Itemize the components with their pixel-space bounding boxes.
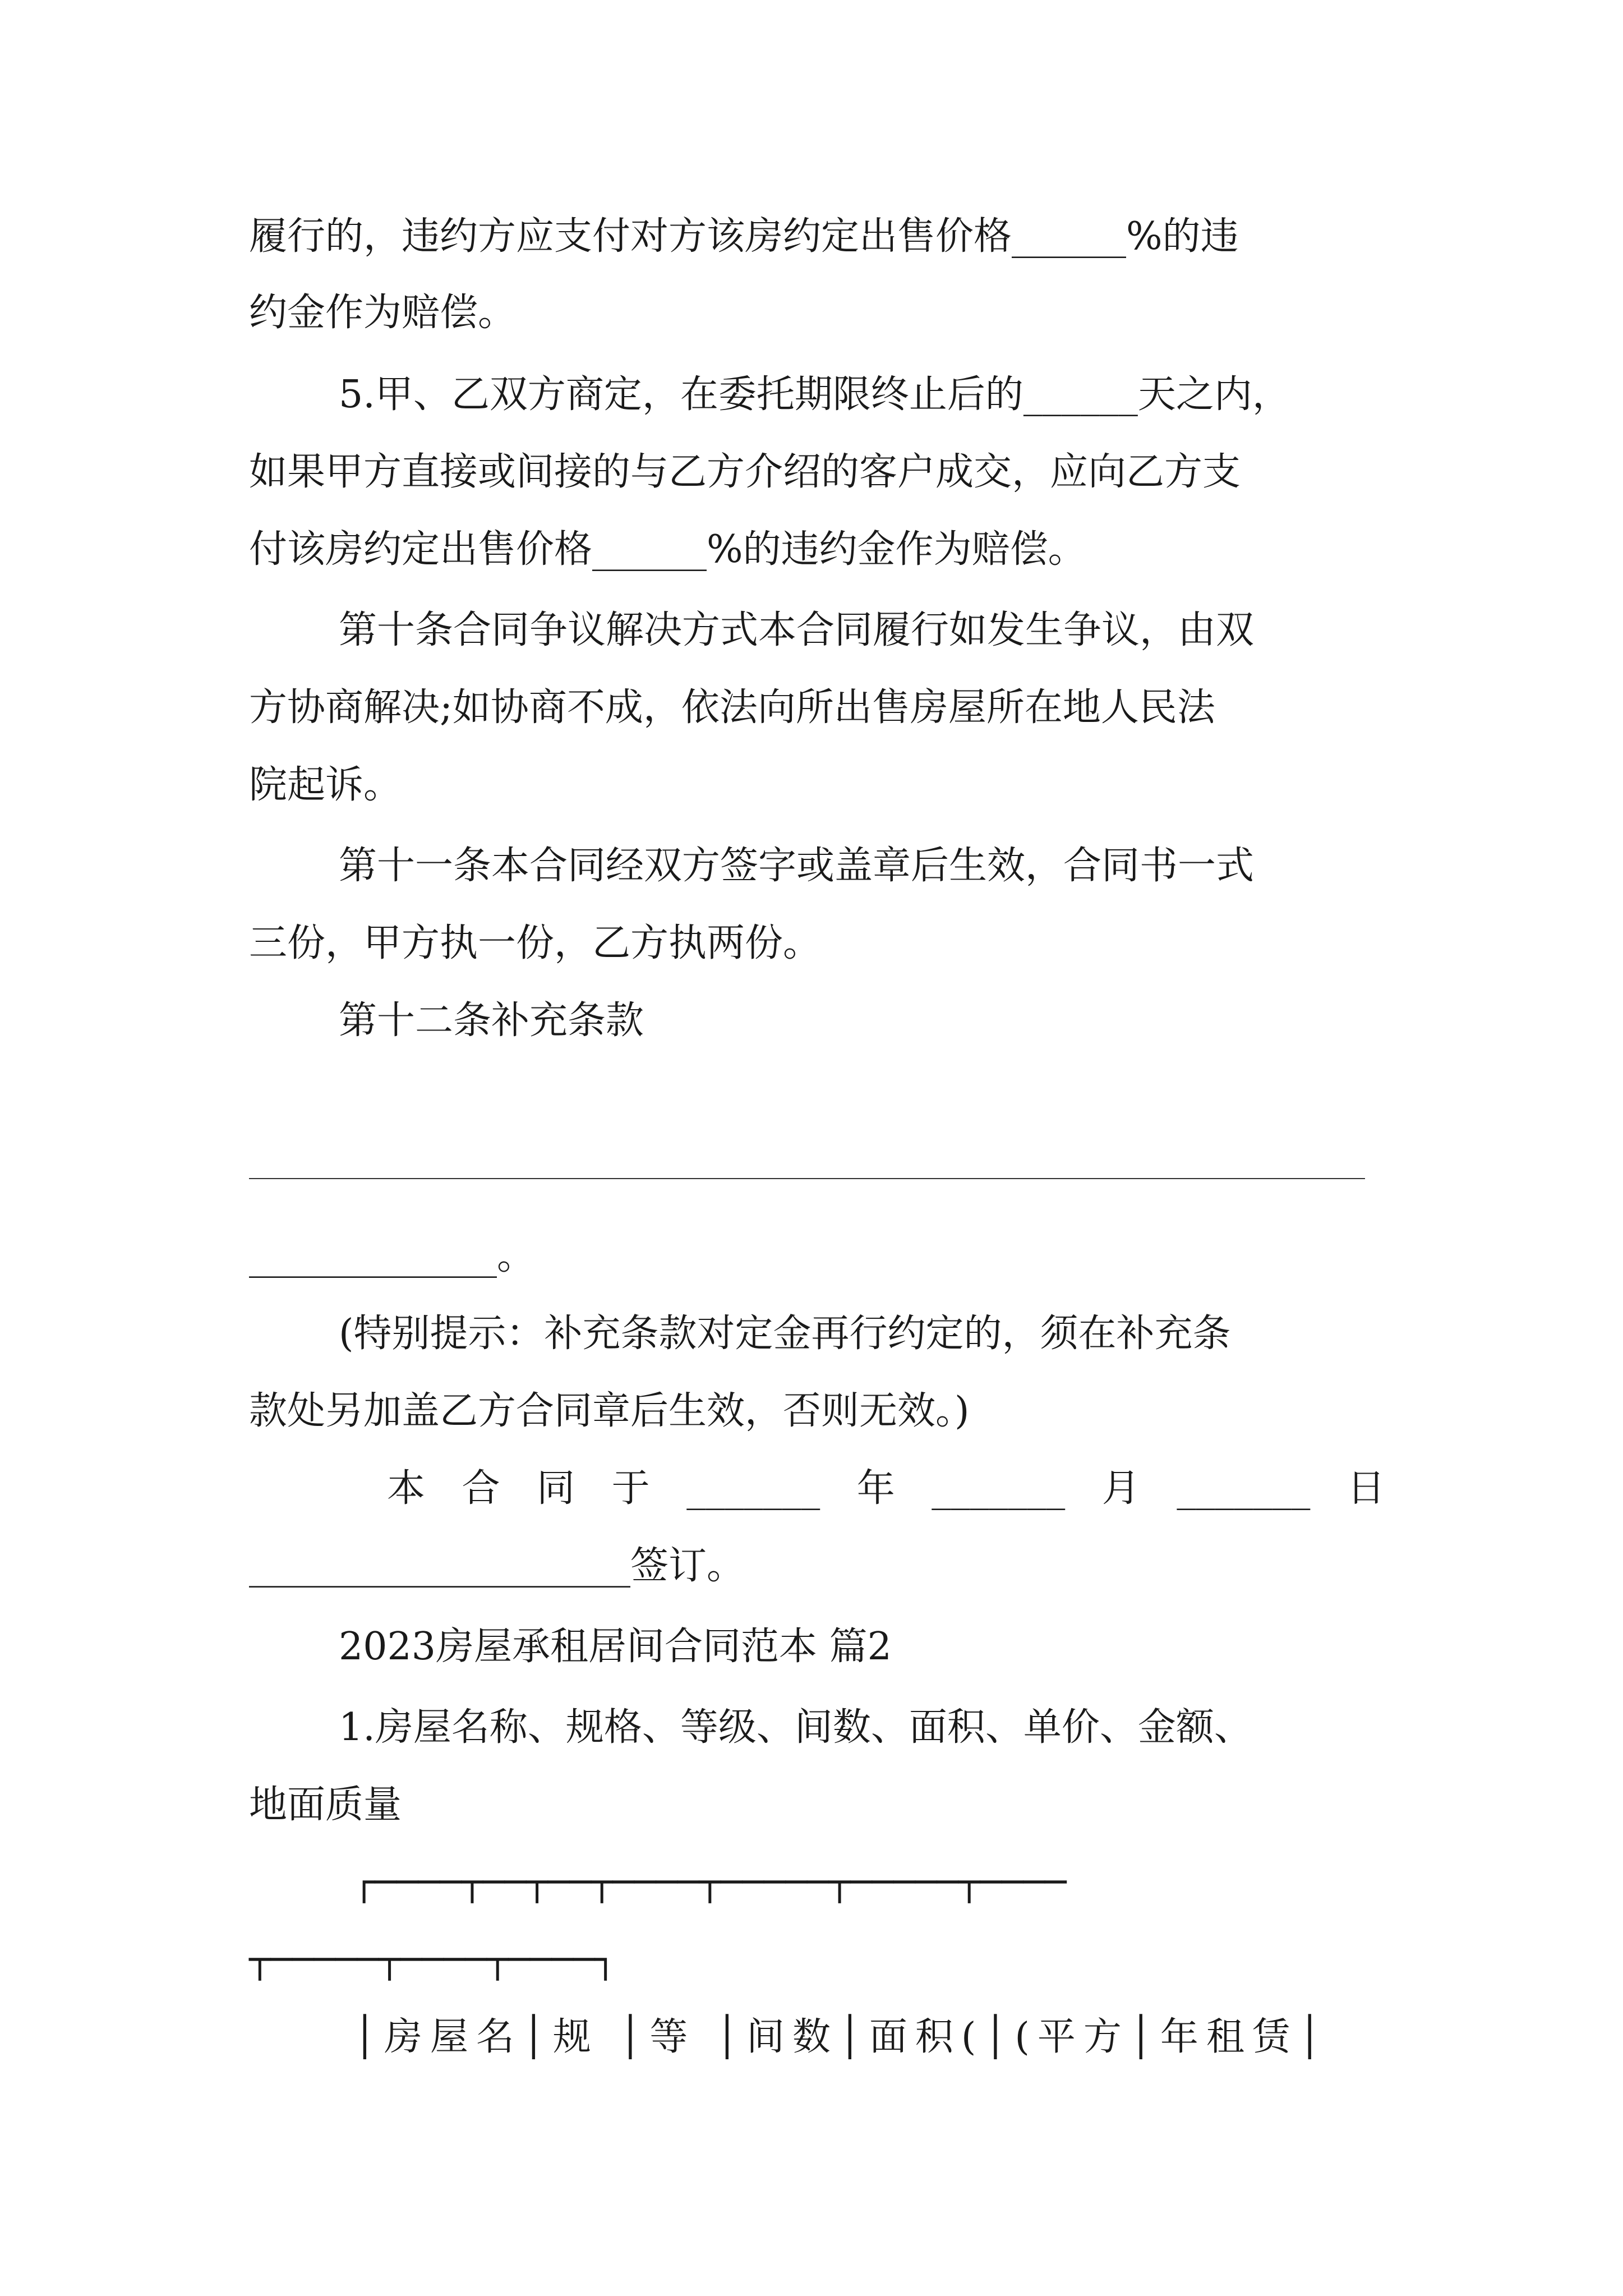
- signing-word: 月: [1101, 1466, 1140, 1511]
- article-12: 第十二条补充条款: [339, 999, 644, 1043]
- text-line: _____________。: [249, 1234, 536, 1278]
- signing-date-line: [387, 1461, 1385, 1517]
- text-line: 如果甲方直接或间接的与乙方介绍的客户成交，应向乙方支: [249, 450, 1241, 494]
- blank-line: [249, 1178, 1365, 1179]
- signing-word: 本: [387, 1466, 426, 1511]
- signing-word: 年: [856, 1466, 895, 1511]
- day-blank: _______: [1177, 1466, 1311, 1511]
- table-border-top-cont: ┬─────┬────┬────┐: [249, 1939, 617, 1981]
- text-line: 地面质量: [249, 1783, 402, 1827]
- text-line: 约金作为赔偿。: [249, 291, 517, 335]
- signing-word: 同: [537, 1466, 575, 1511]
- signing-word: 于: [611, 1466, 650, 1511]
- article-10: 第十条合同争议解决方式本合同履行如发生争议，由双: [339, 608, 1255, 652]
- text-line: ____________________签订。: [249, 1544, 745, 1588]
- text-line: 三份，甲方执一份，乙方执两份。: [249, 921, 822, 965]
- clause-5: 5.甲、乙双方商定，在委托期限终止后的______天之内，: [339, 372, 1290, 417]
- signing-word: 日: [1347, 1466, 1385, 1511]
- month-blank: _______: [932, 1466, 1066, 1511]
- table-border-top: ┌────┬──┬──┬────┬─────┬─────┬────: [353, 1862, 1067, 1903]
- table-header-row: │房屋名│规 │等 │间数│面积(│(平方│年租赁│: [353, 2015, 1329, 2059]
- text-line: 方协商解决;如协商不成，依法向所出售房屋所在地人民法: [249, 685, 1215, 730]
- text-line: 款处另加盖乙方合同章后生效，否则无效。): [249, 1389, 970, 1433]
- year-blank: _______: [686, 1466, 820, 1511]
- special-note: (特别提示：补充条款对定金再行约定的，须在补充条: [339, 1312, 1231, 1356]
- section-heading: 2023房屋承租居间合同范本 篇2: [339, 1625, 892, 1669]
- text-line: 院起诉。: [249, 763, 402, 807]
- item-1: 1.房屋名称、规格、等级、间数、面积、单价、金额、: [339, 1705, 1252, 1750]
- text-line: 履行的，违约方应支付对方该房约定出售价格______%的违: [249, 214, 1239, 259]
- text-line: 付该房约定出售价格______%的违约金作为赔偿。: [249, 527, 1086, 572]
- article-11: 第十一条本合同经双方签字或盖章后生效，合同书一式: [339, 844, 1255, 888]
- signing-word: 合: [462, 1466, 500, 1511]
